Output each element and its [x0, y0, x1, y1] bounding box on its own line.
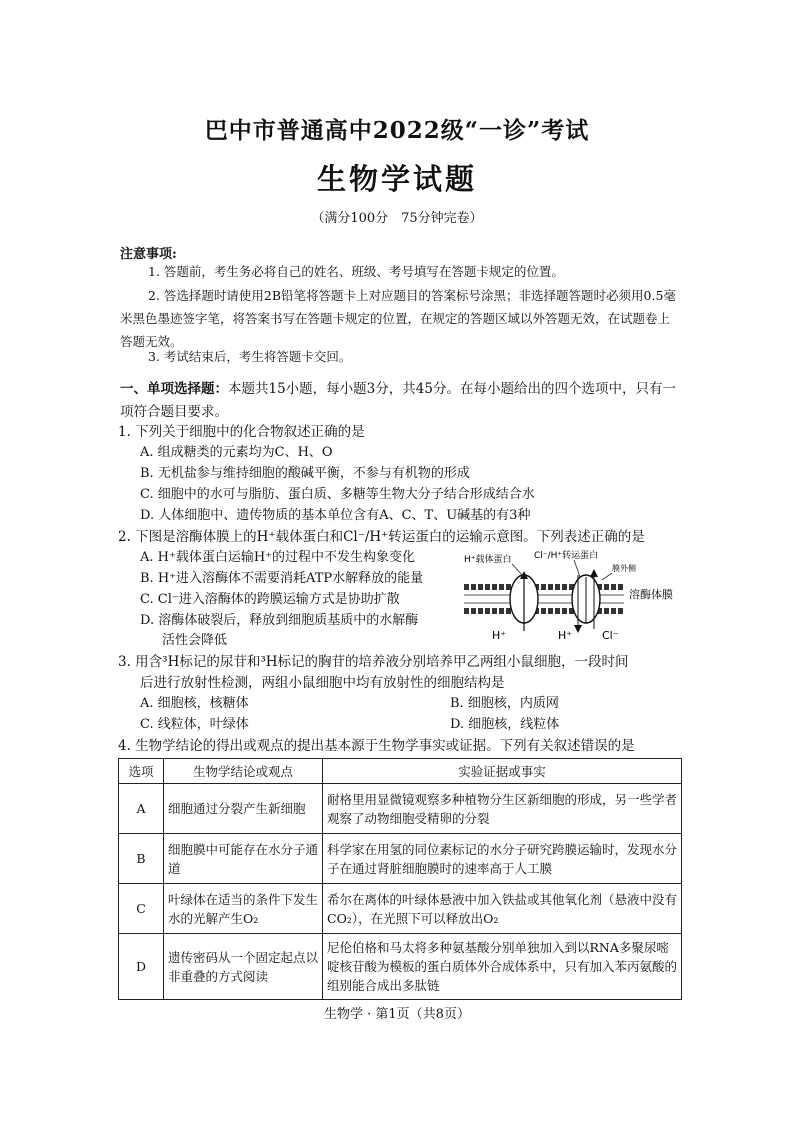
q3-option-a: A. 细胞核，核糖体	[140, 696, 249, 711]
exam-subject: 生物学试题	[316, 162, 477, 196]
section-title: 一、单项选择题：	[120, 381, 228, 397]
notice-item-1: 1. 答题前，考生务必将自己的姓名、班级、考号填写在答题卡规定的位置。	[148, 264, 564, 279]
cl-arrow-head	[590, 569, 598, 577]
q2-option-c: C. Cl⁻进入溶酶体的跨膜运输方式是协助扩散	[140, 592, 400, 607]
row-option: C	[119, 884, 164, 934]
table-row	[119, 934, 682, 1000]
row-evidence: 耐格里用显微镜观察多种植物分生区新细胞的形成，另一些学者观察了动物细胞受精卵的分裂	[323, 784, 682, 834]
pointer-transporter	[574, 560, 580, 577]
membrane-transport-diagram	[462, 547, 682, 647]
row-conclusion: 遗传密码从一个固定起点以非重叠的方式阅读	[164, 934, 323, 1000]
q3-option-b: B. 细胞核，内质网	[450, 696, 559, 711]
q1-option-a: A. 组成糖类的元素均为C、H、O	[140, 445, 333, 460]
row-option: B	[119, 834, 164, 884]
q2-option-b: B. H⁺进入溶酶体不需要消耗ATP水解释放的能量	[140, 571, 424, 586]
notice-heading: 注意事项:	[120, 247, 177, 262]
q1-option-b: B. 无机盐参与维持细胞的酸碱平衡，不参与有机物的形成	[140, 466, 470, 481]
label-cl-h-transporter: Cl⁻/H⁺转运蛋白	[534, 551, 599, 561]
q2-option-d: D. 溶酶体破裂后，释放到细胞质基质中的水解酶	[140, 613, 419, 628]
section-instructions: 本题共15小题，每小题3分，共45分。在每小题给出的四个选项中，只有一项符合题目要求。	[120, 381, 676, 420]
row-evidence: 科学家在用氢的同位素标记的水分子研究跨膜运输时，发现水分子在通过肾脏细胞膜时的速率高于人工膜	[323, 834, 682, 884]
row-option: D	[119, 934, 164, 1000]
section-heading	[120, 378, 680, 424]
q3-stem-line2: 后进行放射性检测，两组小鼠细胞中均有放射性的细胞结构是	[140, 675, 505, 691]
q1-option-c: C. 细胞中的水可与脂肪、蛋白质、多糖等生物大分子结合形成结合水	[140, 487, 535, 502]
q3-stem-line1: 3. 用含³H标记的尿苷和³H标记的胸苷的培养液分别培养甲乙两组小鼠细胞，一段时间	[118, 654, 629, 670]
q2-option-d-cont: 活性会降低	[162, 633, 228, 648]
table-row	[119, 884, 682, 934]
row-conclusion: 细胞通过分裂产生新细胞	[164, 784, 323, 834]
notice-item-3: 3. 考试结束后，考生将答题卡交回。	[148, 349, 352, 364]
header-conclusion: 生物学结论或观点	[164, 759, 323, 784]
q3-option-c: C. 线粒体，叶绿体	[140, 717, 249, 732]
evidence-table	[118, 758, 682, 1000]
label-lysosome-membrane: 溶酶体膜	[629, 588, 673, 601]
h-arrow-out-head	[574, 625, 582, 633]
row-evidence: 尼伦伯格和马太将多种氨基酸分别单独加入到以RNA多聚尿嘧啶核苷酸为模板的蛋白质体外合成体系中，只有加入苯丙氨酸的组别能合成出多肽链	[323, 934, 682, 1000]
page-footer: 生物学 · 第1页（共8页）	[324, 1007, 470, 1022]
table-row	[119, 834, 682, 884]
exam-title: 巴中市普通高中2022级“一诊”考试	[204, 117, 590, 144]
q2-stem: 2. 下图是溶酶体膜上的H⁺载体蛋白和Cl⁻/H⁺转运蛋白的运输示意图。下列表述正确的是	[118, 529, 645, 545]
header-evidence: 实验证据或事实	[323, 759, 682, 784]
q1-stem: 1. 下列关于细胞中的化合物叙述正确的是	[118, 424, 365, 440]
notice-item-2: 2. 答选择题时请使用2B铅笔将答题卡上对应题目的答案标号涂黑；非选择题答题时必须用0.5毫米黑色墨迹签字笔，将答案书写在答题卡规定的位置，在规定的答题区域以外答题无效，在试题卷上答题无效。	[120, 288, 676, 349]
q4-stem: 4. 生物学结论的得出或观点的提出基本源于生物学事实或证据。下列有关叙述错误的是	[118, 738, 635, 754]
ion-h-left: H⁺	[492, 629, 507, 642]
q2-option-a: A. H⁺载体蛋白运输H⁺的过程中不发生构象变化	[140, 550, 416, 565]
row-evidence: 希尔在离体的叶绿体悬液中加入铁盐或其他氧化剂（悬液中没有CO₂），在光照下可以释放出O₂	[323, 884, 682, 934]
ion-h-right: H⁺	[558, 629, 573, 642]
label-h-carrier: H⁺载体蛋白	[464, 555, 512, 565]
row-option: A	[119, 784, 164, 834]
exam-info: （满分100分 75分钟完卷）	[311, 211, 483, 226]
table-header-row	[119, 759, 682, 784]
q1-option-d: D. 人体细胞中、遗传物质的基本单位含有A、C、T、U碱基的有3种	[140, 508, 531, 523]
table-row	[119, 784, 682, 834]
ion-cl: Cl⁻	[602, 629, 619, 642]
row-conclusion: 叶绿体在适当的条件下发生水的光解产生O₂	[164, 884, 323, 934]
pointer-outside	[602, 573, 612, 580]
header-option: 选项	[119, 759, 164, 784]
row-conclusion: 细胞膜中可能存在水分子通道	[164, 834, 323, 884]
q3-option-d: D. 细胞核，线粒体	[450, 717, 560, 732]
label-outside: 膜外侧	[612, 564, 636, 573]
